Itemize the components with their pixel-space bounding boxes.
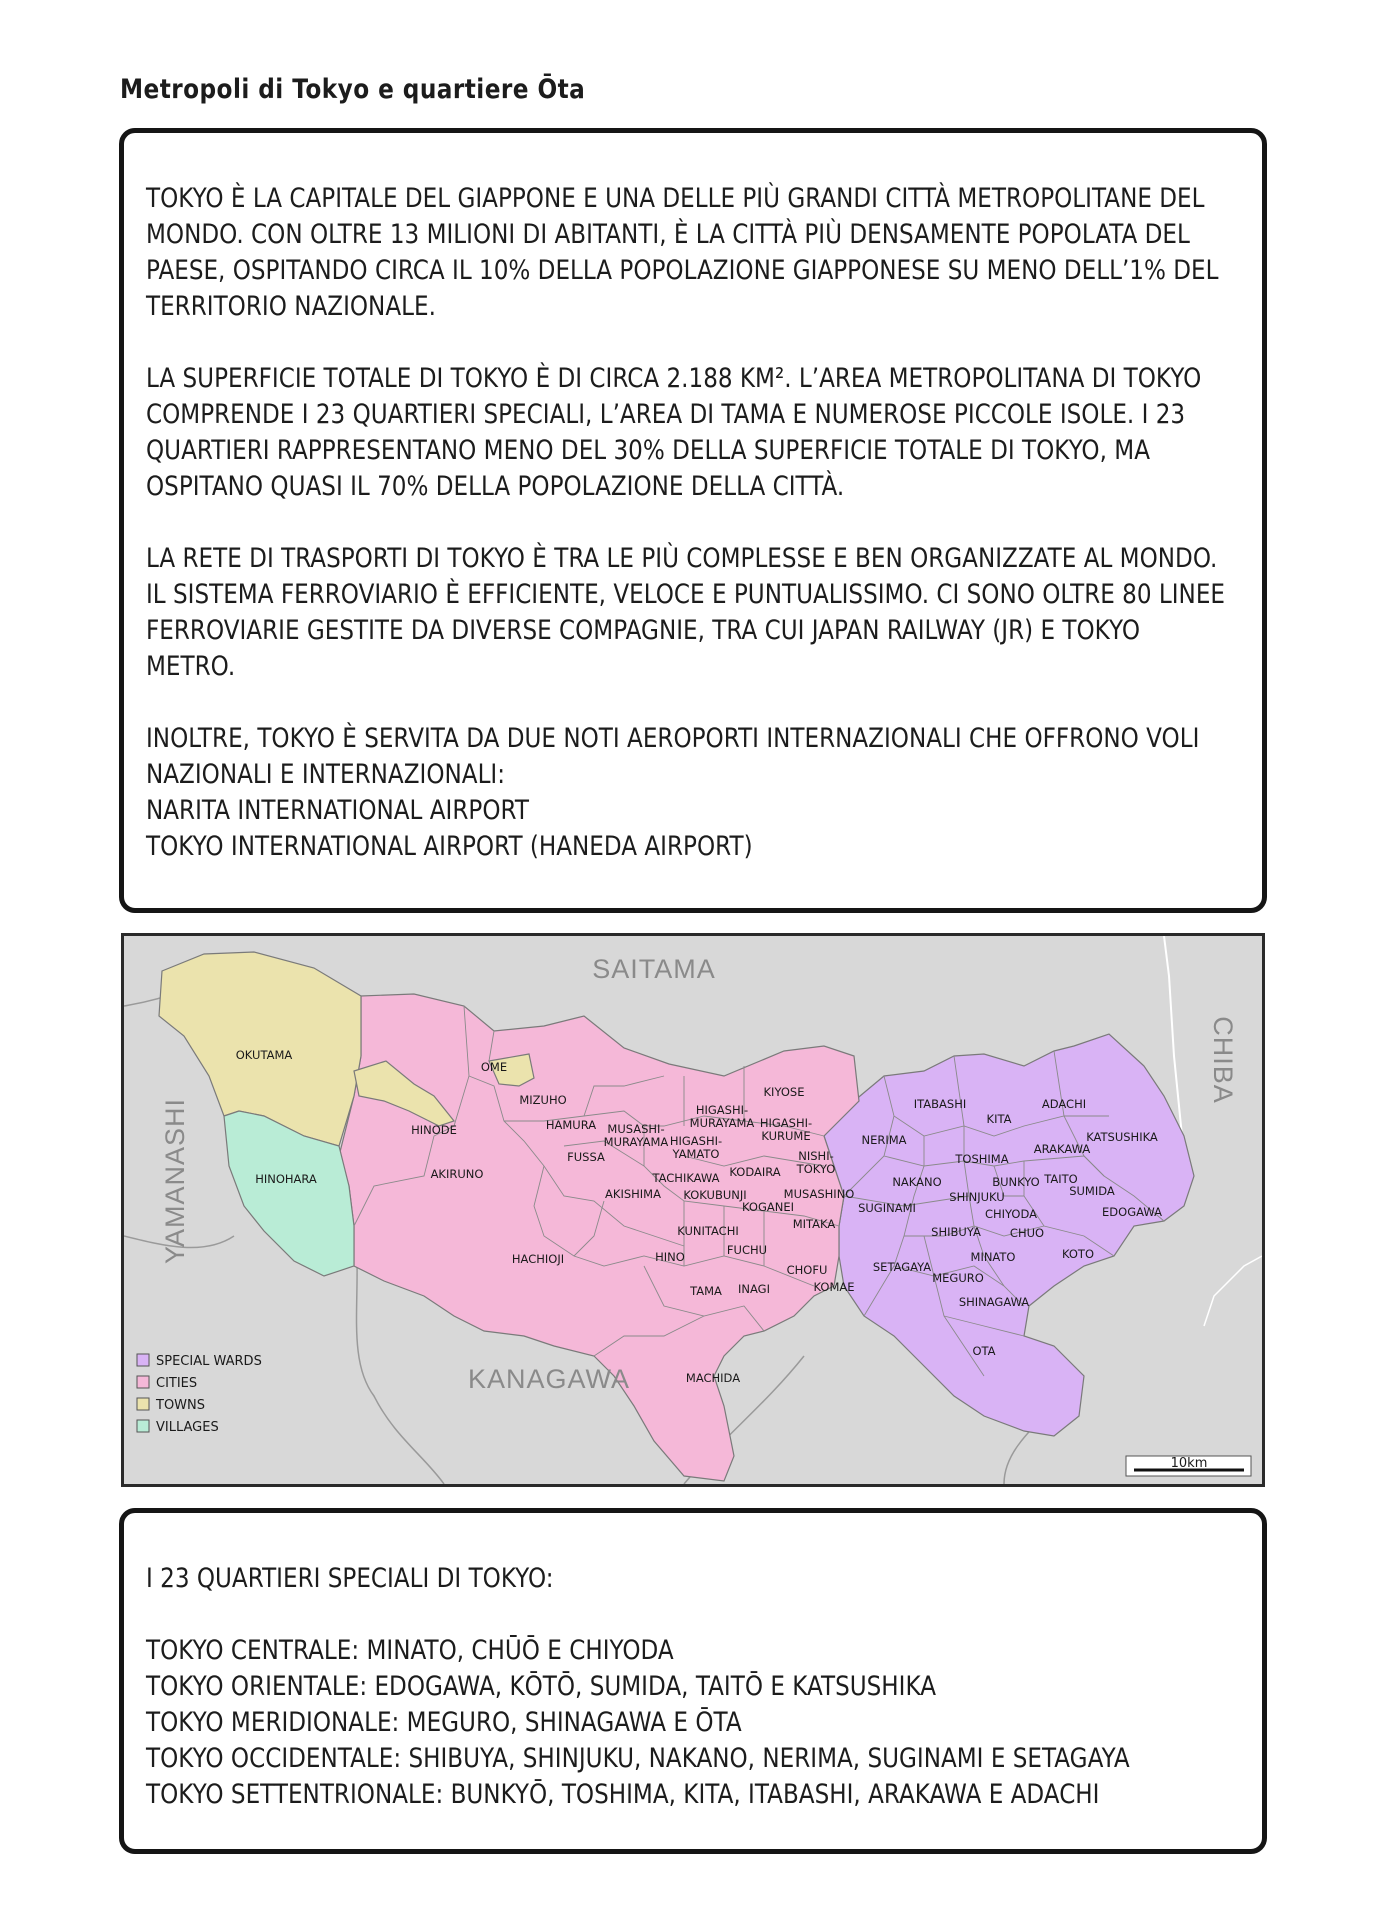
label-bunkyo: BUNKYO	[992, 1175, 1040, 1189]
label-mizuho: MIZUHO	[519, 1093, 567, 1107]
label-suginami: SUGINAMI	[858, 1201, 916, 1215]
cities-area	[339, 994, 859, 1481]
label-higashimurayama: HIGASHI-	[695, 1103, 749, 1117]
label-nakano: NAKANO	[892, 1175, 942, 1189]
label-higashiyamato-2: YAMATO	[672, 1147, 720, 1161]
label-koto: KOTO	[1061, 1247, 1095, 1261]
label-chiyoda: CHIYODA	[984, 1207, 1038, 1221]
legend-swatch-special-wards	[137, 1354, 149, 1366]
label-tama: TAMA	[690, 1284, 722, 1298]
label-nerima: NERIMA	[861, 1133, 907, 1147]
label-higashimurayama-2: MURAYAMA	[689, 1116, 755, 1130]
intro-line: FERROVIARIE GESTITE DA DIVERSE COMPAGNIE, TRA CUI JAPAN RAILWAY (JR) E TOKYO	[146, 615, 1140, 646]
label-akishima: AKISHIMA	[605, 1187, 661, 1201]
label-shinjuku: SHINJUKU	[949, 1190, 1005, 1204]
label-komae: KOMAE	[813, 1280, 855, 1294]
scale-label: 10km	[1170, 1456, 1208, 1471]
wards-line-southern: TOKYO MERIDIONALE: MEGURO, SHINAGAWA E ŌTA	[146, 1707, 742, 1738]
intro-line: TERRITORIO NAZIONALE.	[146, 291, 436, 322]
label-kunitachi: KUNITACHI	[677, 1224, 739, 1238]
intro-text	[146, 181, 1225, 865]
legend-swatch-cities	[137, 1376, 149, 1388]
wards-panel	[119, 1508, 1267, 1854]
intro-line: INOLTRE, TOKYO È SERVITA DA DUE NOTI AEROPORTI INTERNAZIONALI CHE OFFRONO VOLI	[146, 723, 1200, 754]
label-minato: MINATO	[970, 1250, 1016, 1264]
airport-narita: NARITA INTERNATIONAL AIRPORT	[146, 795, 529, 826]
label-hamura: HAMURA	[545, 1118, 597, 1132]
label-edogawa: EDOGAWA	[1102, 1205, 1162, 1219]
label-higashikurume-2: KURUME	[761, 1129, 811, 1143]
intro-line: IL SISTEMA FERROVIARIO È EFFICIENTE, VELOCE E PUNTUALISSIMO. CI SONO OLTRE 80 LINEE	[146, 579, 1225, 610]
legend-cities: CITIES	[156, 1376, 198, 1391]
label-hino: HINO	[655, 1250, 685, 1264]
label-nishitokyo: NISHI-	[798, 1149, 834, 1163]
label-kanagawa: KANAGAWA	[467, 1364, 631, 1394]
intro-line: NAZIONALI E INTERNAZIONALI:	[146, 759, 506, 790]
label-hinohara: HINOHARA	[255, 1172, 317, 1186]
tokyo-map	[121, 933, 1265, 1487]
wards-text	[146, 1561, 1189, 1813]
label-arakawa: ARAKAWA	[1033, 1142, 1091, 1156]
label-kita: KITA	[986, 1112, 1012, 1126]
label-yamanashi: YAMANASHI	[160, 1097, 190, 1265]
intro-line: OSPITANO QUASI IL 70% DELLA POPOLAZIONE DELLA CITTÀ.	[146, 471, 845, 502]
legend-villages: VILLAGES	[156, 1420, 219, 1435]
intro-line: MONDO. CON OLTRE 13 MILIONI DI ABITANTI, È LA CITTÀ PIÙ DENSAMENTE POPOLATA DEL	[146, 219, 1190, 250]
label-nishitokyo-2: TOKYO	[796, 1162, 836, 1176]
label-setagaya: SETAGAYA	[872, 1260, 932, 1274]
label-mitaka: MITAKA	[792, 1217, 836, 1231]
intro-line: METRO.	[146, 651, 236, 682]
wards-heading: I 23 QUARTIERI SPECIALI DI TOKYO:	[146, 1563, 554, 1594]
label-tachikawa: TACHIKAWA	[652, 1171, 720, 1185]
label-higashikurume: HIGASHI-	[759, 1116, 813, 1130]
label-ome: OME	[480, 1060, 508, 1074]
legend-swatch-towns	[137, 1398, 149, 1410]
label-kokubunji: KOKUBUNJI	[683, 1188, 747, 1202]
legend-special-wards: SPECIAL WARDS	[156, 1354, 262, 1369]
label-kodaira: KODAIRA	[729, 1165, 781, 1179]
label-meguro: MEGURO	[932, 1271, 984, 1285]
airport-haneda: TOKYO INTERNATIONAL AIRPORT (HANEDA AIRPORT)	[146, 831, 753, 862]
label-itabashi: ITABASHI	[913, 1097, 967, 1111]
legend-towns: TOWNS	[156, 1398, 206, 1413]
scale-bar	[1126, 1456, 1251, 1476]
label-saitama: SAITAMA	[592, 954, 716, 984]
legend-swatch-villages	[137, 1420, 149, 1432]
label-hinode: HINODE	[411, 1123, 457, 1137]
label-ota: OTA	[972, 1344, 996, 1358]
label-okutama: OKUTAMA	[235, 1048, 293, 1062]
label-higashiyamato: HIGASHI-	[669, 1134, 723, 1148]
label-machida: MACHIDA	[685, 1371, 741, 1385]
label-toshima: TOSHIMA	[955, 1152, 1009, 1166]
label-koganei: KOGANEI	[741, 1200, 795, 1214]
label-musashimurayama: MUSASHI-	[607, 1122, 665, 1136]
label-chiba: CHIBA	[1208, 1016, 1238, 1104]
intro-line: PAESE, OSPITANDO CIRCA IL 10% DELLA POPOLAZIONE GIAPPONESE SU MENO DELL’1% DEL	[146, 255, 1219, 286]
label-adachi: ADACHI	[1041, 1097, 1087, 1111]
intro-panel	[119, 128, 1267, 913]
label-shibuya: SHIBUYA	[931, 1225, 981, 1239]
wards-line-northern: TOKYO SETTENTRIONALE: BUNKYŌ, TOSHIMA, KITA, ITABASHI, ARAKAWA E ADACHI	[146, 1779, 1100, 1810]
map-legend	[137, 1354, 262, 1435]
wards-line-eastern: TOKYO ORIENTALE: EDOGAWA, KŌTŌ, SUMIDA, TAITŌ E KATSUSHIKA	[146, 1671, 937, 1702]
intro-line: COMPRENDE I 23 QUARTIERI SPECIALI, L’AREA DI TAMA E NUMEROSE PICCOLE ISOLE. I 23	[146, 399, 1186, 430]
label-taito: TAITO	[1044, 1172, 1078, 1186]
label-fuchu: FUCHU	[726, 1243, 768, 1257]
intro-line: QUARTIERI RAPPRESENTANO MENO DEL 30% DELLA SUPERFICIE TOTALE DI TOKYO, MA	[146, 435, 1150, 466]
page-title: Metropoli di Tokyo e quartiere Ōta	[120, 74, 586, 105]
intro-line: LA SUPERFICIE TOTALE DI TOKYO È DI CIRCA 2.188 KM². L’AREA METROPOLITANA DI TOKYO	[146, 363, 1202, 394]
label-katsushika: KATSUSHIKA	[1086, 1130, 1158, 1144]
label-shinagawa: SHINAGAWA	[958, 1295, 1030, 1309]
label-akiruno: AKIRUNO	[430, 1167, 484, 1181]
label-musashimurayama-2: MURAYAMA	[603, 1135, 669, 1149]
intro-line: TOKYO È LA CAPITALE DEL GIAPPONE E UNA DELLE PIÙ GRANDI CITTÀ METROPOLITANE DEL	[146, 183, 1205, 214]
intro-line: LA RETE DI TRASPORTI DI TOKYO È TRA LE PIÙ COMPLESSE E BEN ORGANIZZATE AL MONDO.	[146, 543, 1218, 574]
label-inagi: INAGI	[738, 1282, 770, 1296]
label-hachioji: HACHIOJI	[511, 1252, 565, 1266]
label-fussa: FUSSA	[567, 1150, 605, 1164]
label-chofu: CHOFU	[786, 1263, 828, 1277]
label-kiyose: KIYOSE	[763, 1085, 805, 1099]
label-musashino: MUSASHINO	[783, 1187, 855, 1201]
wards-line-western: TOKYO OCCIDENTALE: SHIBUYA, SHINJUKU, NAKANO, NERIMA, SUGINAMI E SETAGAYA	[146, 1743, 1130, 1774]
label-sumida: SUMIDA	[1069, 1184, 1115, 1198]
wards-line-central: TOKYO CENTRALE: MINATO, CHŪŌ E CHIYODA	[146, 1635, 674, 1666]
label-chuo: CHUO	[1009, 1226, 1045, 1240]
